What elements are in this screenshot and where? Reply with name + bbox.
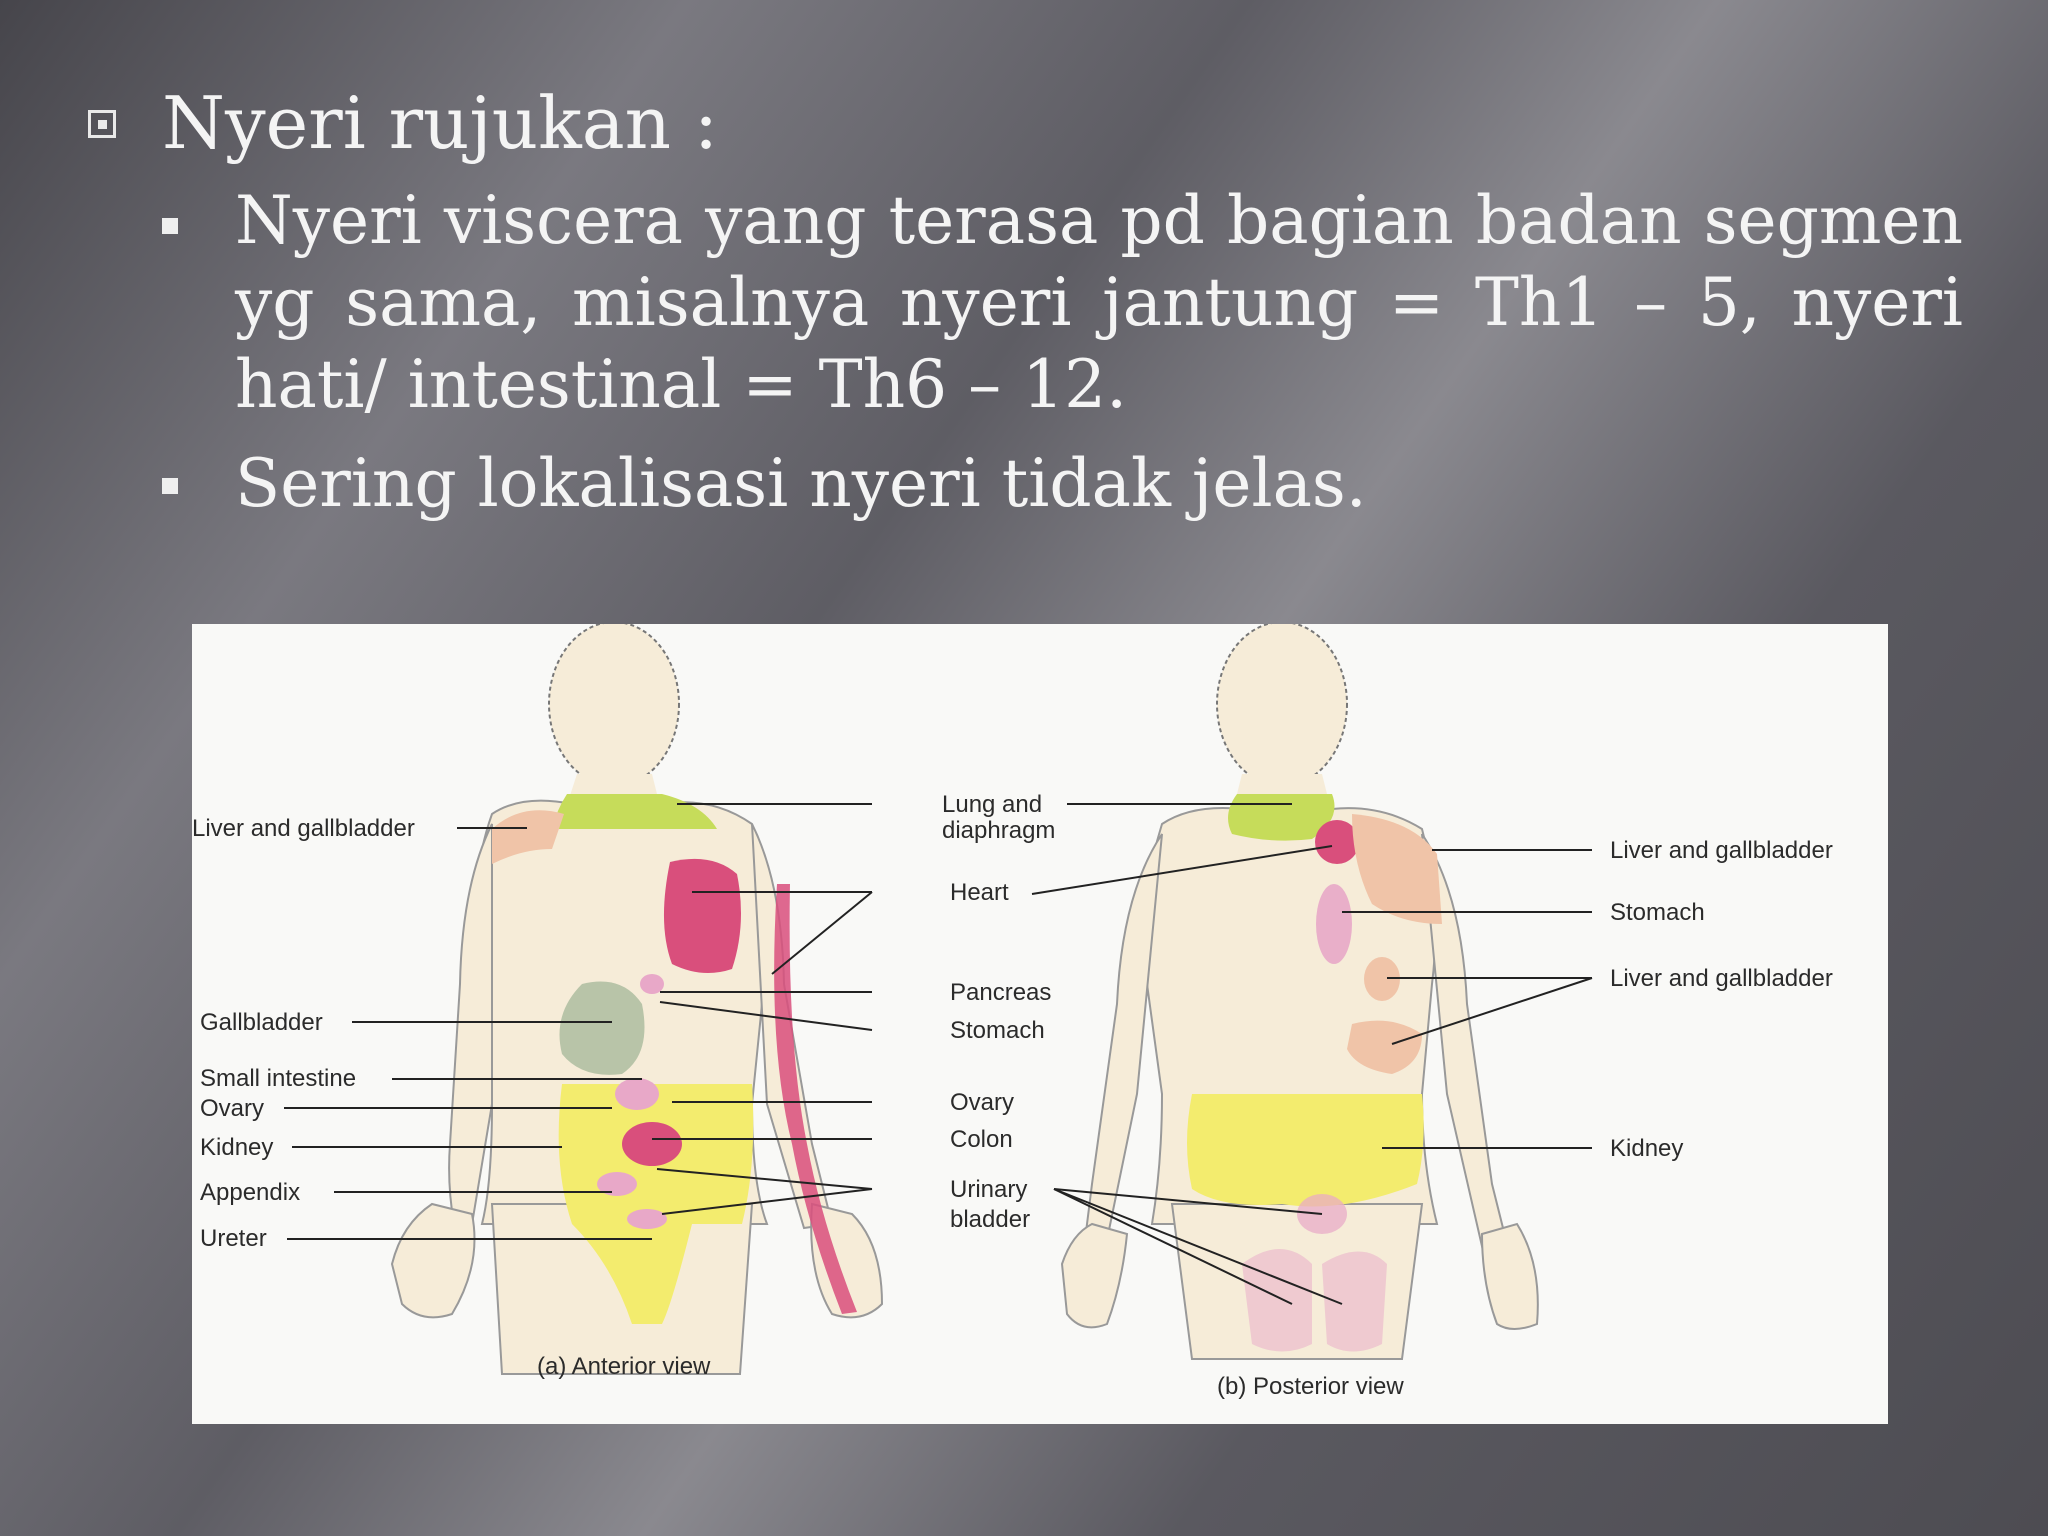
label-ovary-left: Ovary	[200, 1095, 265, 1122]
label-kidney-anterior: Kidney	[200, 1134, 274, 1161]
label-colon: Colon	[950, 1126, 1013, 1153]
label-liver-gallbladder-posterior-1: Liver and gallbladder	[1610, 837, 1833, 864]
label-pancreas: Pancreas	[950, 979, 1052, 1006]
label-lung: Lung and	[942, 791, 1043, 818]
label-appendix: Appendix	[200, 1179, 301, 1206]
caption-posterior: (b) Posterior view	[1217, 1373, 1404, 1400]
label-diaphragm: diaphragm	[942, 817, 1056, 844]
referred-pain-diagram	[192, 624, 1888, 1424]
square-bullet-icon	[88, 110, 116, 138]
caption-anterior: (a) Anterior view	[537, 1353, 711, 1380]
label-small-intestine: Small intestine	[200, 1065, 357, 1092]
label-stomach-posterior: Stomach	[1610, 899, 1705, 926]
label-heart: Heart	[950, 879, 1009, 906]
label-ureter: Ureter	[200, 1225, 267, 1252]
label-bladder: bladder	[950, 1206, 1031, 1233]
small-square-bullet-icon	[162, 478, 178, 494]
slide-heading: Nyeri rujukan :	[162, 81, 719, 165]
label-ovary-right: Ovary	[950, 1089, 1015, 1116]
label-kidney-posterior: Kidney	[1610, 1135, 1684, 1162]
posterior-body	[1062, 624, 1538, 1359]
label-liver-gallbladder-posterior-2: Liver and gallbladder	[1610, 965, 1833, 992]
label-gallbladder: Gallbladder	[200, 1009, 323, 1036]
label-urinary: Urinary	[950, 1176, 1028, 1203]
diagram-svg	[192, 624, 1888, 1424]
small-square-bullet-icon	[162, 218, 178, 234]
bullet-text-1: Nyeri viscera yang terasa pd bagian badan segmen yg sama, misalnya nyeri jantung = Th1 – 5, nyeri hati/ intestinal = Th6 – 12.	[235, 182, 1963, 423]
label-stomach-anterior: Stomach	[950, 1017, 1045, 1044]
bullet-text-2: Sering lokalisasi nyeri tidak jelas.	[235, 445, 1367, 522]
label-liver-gallbladder-anterior: Liver and gallbladder	[192, 815, 415, 842]
anterior-body	[392, 624, 882, 1374]
